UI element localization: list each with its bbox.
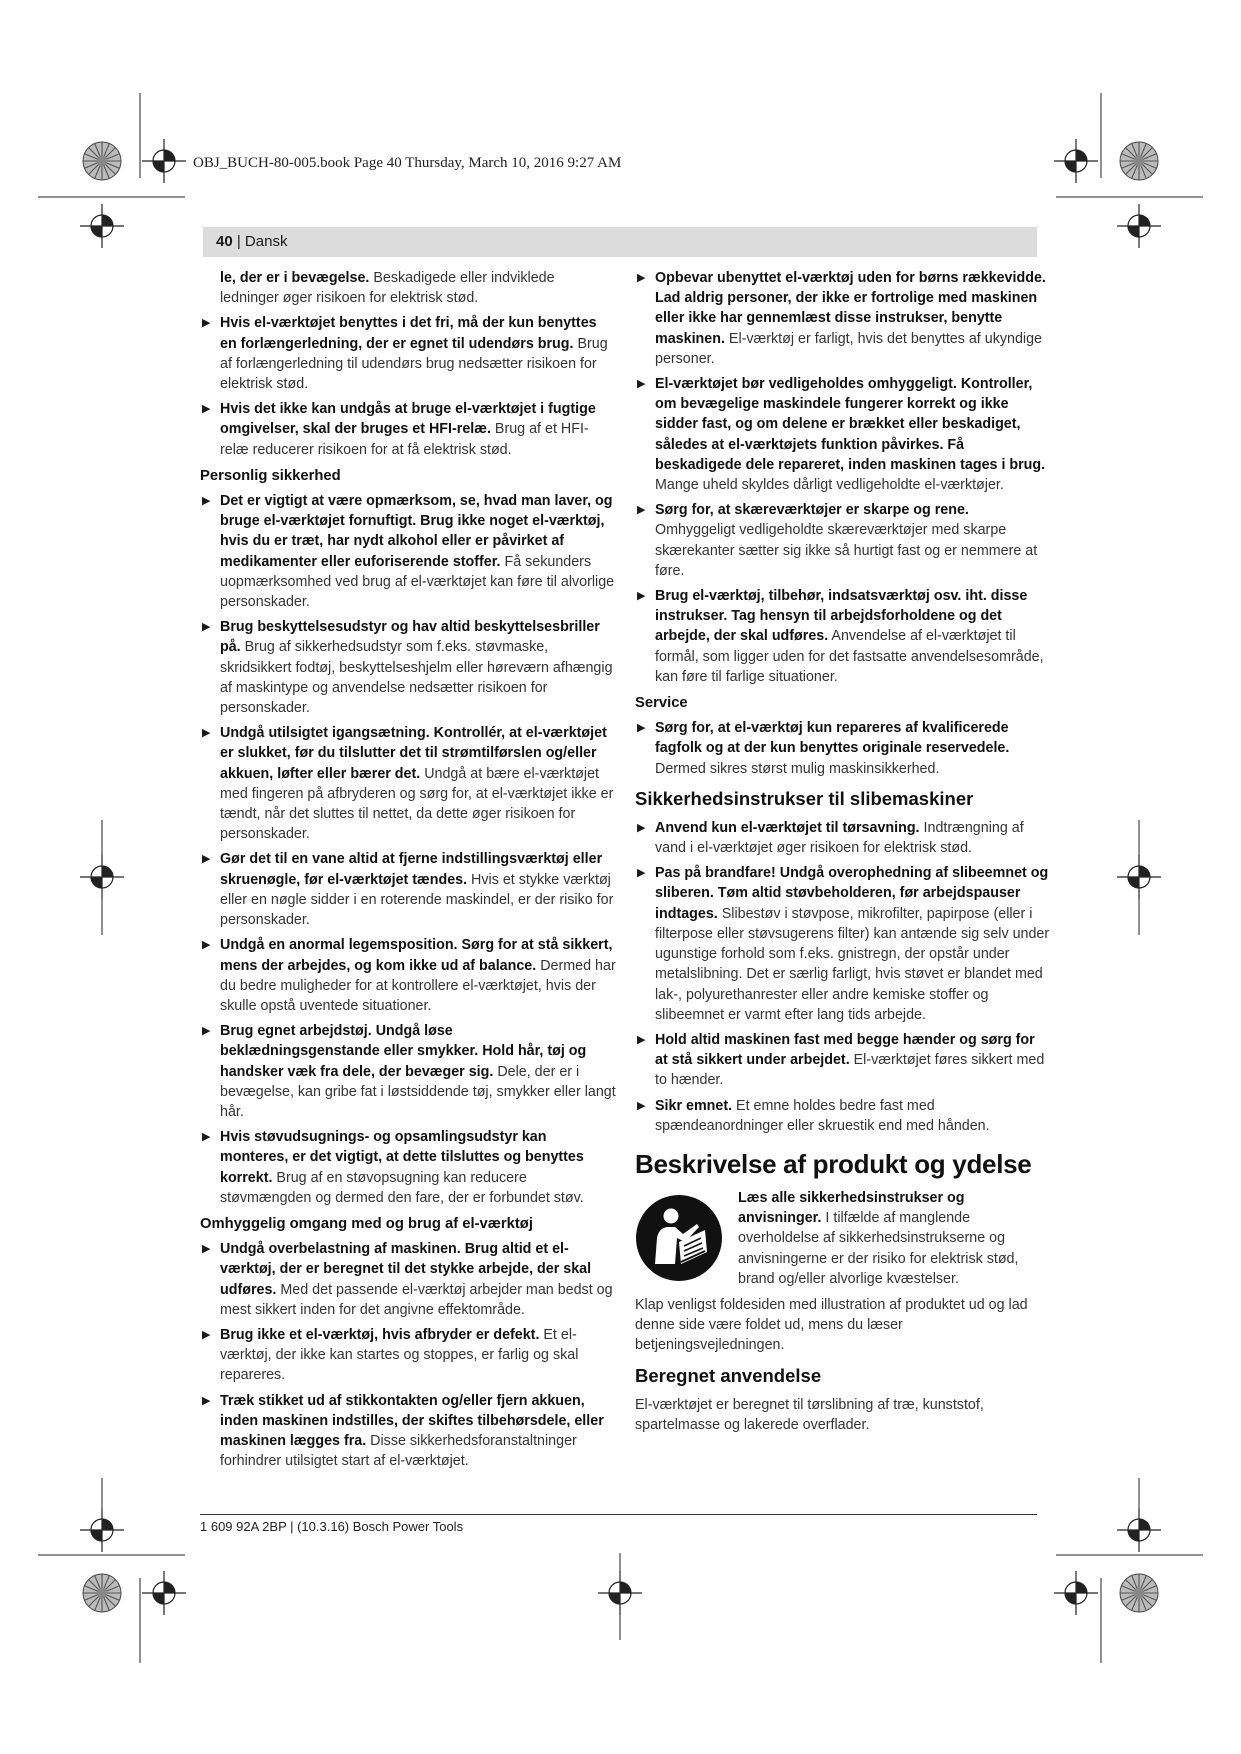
instruction-text: Dermed har du bedre muligheder for at kontrollere el-værktøjet, hvis der skulle opstå uventede situationer.	[220, 957, 616, 1014]
crosshair-mark	[1054, 1571, 1098, 1615]
triangle-bullet-icon: ▶	[637, 821, 646, 834]
safety-instruction-item	[200, 849, 616, 930]
safety-instruction-item	[200, 617, 616, 718]
triangle-bullet-icon: ▶	[202, 1131, 211, 1144]
crosshair-mark	[80, 855, 124, 899]
safety-instruction-item	[200, 313, 616, 394]
instruction-bold-text: Hvis støvudsugnings- og opsamlingsudstyr kan monteres, er det vigtigt, at dette tilsluttes og benyttes korrekt.	[220, 1129, 584, 1186]
instruction-bold-text: El-værktøjet bør vedligeholdes omhyggeligt. Kontroller, om bevægelige maskindele fungerer korrekt og ikke sidder fast, og om delene er brækket eller beskadiget, således at el-værktøjets funktion påvirkes. Få beskadigede dele repareret, inden maskinen tages i brug.	[655, 376, 1046, 473]
instruction-bold-text: Undgå utilsigtet igangsætning. Kontrollér, at el-værktøjet er slukket, før du tilslutter det til strømtilførslen og/eller akkuen, løfter eller bærer det.	[220, 725, 607, 782]
instruction-bold-text: Træk stikket ud af stikkontakten og/eller fjern akkuen, inden maskinen indstilles, der skiftes tilbehørsdele, eller maskinen lægges fra.	[220, 1392, 604, 1449]
instruction-text: Dele, der er i bevægelse, kan gribe fat i løstsiddende tøj, smykker eller langt hår.	[220, 1063, 616, 1120]
crosshair-mark	[1117, 1508, 1161, 1552]
triangle-bullet-icon: ▶	[202, 1243, 211, 1256]
triangle-bullet-icon: ▶	[202, 621, 211, 634]
instruction-bold-text: Undgå en anormal legemsposition. Sørg for at stå sikkert, mens der arbejdes, og kom ikke ud af balance.	[220, 937, 613, 974]
safety-instruction-item	[635, 586, 1051, 687]
instruction-bold-text: Brug ikke et el-værktøj, hvis afbryder er defekt.	[220, 1326, 540, 1343]
page-label-separator: |	[232, 233, 245, 250]
instruction-text: Beskadigede eller indviklede ledninger øger risikoen for elektrisk stød.	[220, 270, 555, 307]
instruction-bold-text: Gør det til en vane altid at fjerne indstillingsværktøj eller skruenøgle, før el-værktøjet tændes.	[220, 851, 603, 888]
safety-instruction-item	[200, 1325, 616, 1386]
read-manual-icon	[635, 1194, 723, 1282]
safety-instruction-item	[635, 1096, 1051, 1136]
page-header-band	[203, 227, 1037, 257]
safety-instruction-item	[635, 863, 1051, 1025]
instruction-bold-text: Pas på brandfare! Undgå overophedning af slibeemnet og sliberen. Tøm altid støvbeholderen, før arbejdspauser indtages.	[655, 865, 1049, 922]
instruction-text: Brug af en støvopsugning kan reducere støvmængden og dermed den fare, der er forbundet støv.	[220, 1169, 584, 1206]
color-wheel-mark	[1120, 1574, 1158, 1612]
crosshair-mark	[1117, 204, 1161, 248]
color-wheel-mark	[83, 1574, 121, 1612]
instruction-text: Undgå at bære el-værktøjet med fingeren på afbryderen og sørg for, at el-værktøjet ikke er tændt, når det sluttes til nettet, da dette øger risikoen for personskader.	[220, 765, 614, 843]
page-language: Dansk	[244, 233, 288, 250]
instruction-text: Brug af sikkerhedsudstyr som f.eks. støvmaske, skridsikkert fodtøj, beskyttelseshjelm eller høreværn afhængig af maskintype og anvendelse nedsætter risikoen for personskader.	[220, 639, 613, 717]
instruction-bold-text: Brug el-værktøj, tilbehør, indsatsværktøj osv. iht. disse instrukser. Tag hensyn til arbejdsforholdene og det arbejde, der skal udføres.	[655, 588, 1028, 645]
crosshair-mark	[142, 1571, 186, 1615]
triangle-bullet-icon: ▶	[637, 272, 646, 284]
paragraph: El-værktøjet er beregnet til tørslibning af træ, kunststof, spartelmasse og lakerede overflader.	[635, 1396, 984, 1433]
heading-personlig-sikkerhed: Personlig sikkerhed	[200, 467, 341, 484]
instruction-text: Mange uheld skyldes dårligt vedligeholdte el-værktøjer.	[655, 477, 1004, 494]
instruction-bold-text: Sørg for, at skæreværktøjer er skarpe og rene.	[655, 502, 969, 519]
instruction-text: Et el-værktøj, der ikke kan startes og stoppes, er farlig og skal repareres.	[220, 1326, 579, 1384]
triangle-bullet-icon: ▶	[637, 867, 646, 880]
instruction-text: Indtrængning af vand i el-værktøjet øger risikoen for elektrisk stød.	[655, 819, 1024, 857]
right-column	[635, 268, 1051, 1441]
triangle-bullet-icon: ▶	[202, 853, 211, 866]
left-column	[200, 268, 616, 1476]
instruction-bold-text: Hvis det ikke kan undgås at bruge el-værktøjet i fugtige omgivelser, skal der bruges et HFI-relæ.	[220, 401, 596, 438]
triangle-bullet-icon: ▶	[202, 1025, 211, 1038]
safety-instruction-item	[200, 1391, 616, 1472]
triangle-bullet-icon: ▶	[637, 590, 646, 603]
instruction-bold-text: Det er vigtigt at være opmærksom, se, hvad man laver, og bruge el-værktøjet fornuftigt. Brug ikke noget el-værktøj, hvis du er træt, har nydt alkohol eller er påvirket af medikamenter eller euforiserende stoffer.	[220, 493, 613, 570]
warning-bold-text: Læs alle sikkerhedsinstrukser og anvisninger.	[738, 1189, 965, 1227]
instruction-bold-text: Opbevar ubenyttet el-værktøj uden for børns rækkevidde. Lad aldrig personer, der ikke er fortrolige med maskinen eller ikke har gennemlæst disse instrukser, benytte maskinen.	[655, 270, 1046, 347]
triangle-bullet-icon: ▶	[202, 317, 211, 330]
triangle-bullet-icon: ▶	[637, 722, 646, 735]
instruction-text: Et emne holdes bedre fast med spændeanordninger eller skruestik end med hånden.	[655, 1097, 990, 1134]
instruction-bold-text: Sikr emnet.	[655, 1097, 733, 1114]
heading-service: Service	[635, 695, 688, 712]
triangle-bullet-icon: ▶	[202, 1328, 211, 1341]
triangle-bullet-icon: ▶	[202, 1394, 211, 1407]
instruction-text: Brug af forlængerledning til udendørs brug nedsætter risikoen for elektrisk stød.	[220, 335, 608, 393]
color-wheel-mark	[1120, 142, 1158, 180]
instruction-bold-text: Sørg for, at el-værktøj kun repareres af kvalificerede fagfolk og at der kun benyttes originale reservedele.	[655, 720, 1010, 757]
triangle-bullet-icon: ▶	[637, 378, 646, 391]
triangle-bullet-icon: ▶	[202, 403, 211, 416]
safety-instruction-item	[635, 818, 1051, 858]
instruction-text: El-værktøj er farligt, hvis det benyttes af ukyndige personer.	[655, 330, 1042, 367]
instruction-bold-text: Brug beskyttelsesudstyr og hav altid beskyttelsesbriller på.	[220, 619, 600, 656]
paragraph: Klap venligst foldesiden med illustration af produktet ud og lad denne side være foldet ud, mens du læser betjeningsvejledningen.	[635, 1296, 1028, 1354]
crosshair-mark	[142, 139, 186, 183]
safety-instruction-item	[200, 1021, 616, 1122]
heading-beregnet-anvendelse: Beregnet anvendelse	[635, 1364, 822, 1386]
instruction-bold-text: Hold altid maskinen fast med begge hænder og sørg for at stå sikkert under arbejdet.	[655, 1031, 1035, 1069]
triangle-bullet-icon: ▶	[202, 495, 211, 508]
page-number: 40	[216, 233, 233, 250]
instruction-text: El-værktøjet føres sikkert med to hænder.	[655, 1052, 1045, 1089]
crosshair-mark	[1054, 139, 1098, 183]
safety-instruction-item	[200, 399, 616, 460]
triangle-bullet-icon: ▶	[202, 939, 211, 952]
instruction-bold-text: le, der er i bevægelse.	[220, 270, 370, 286]
instruction-text: Dermed sikres størst mulig maskinsikkerhed.	[655, 760, 940, 777]
instruction-text: Slibestøv i støvpose, mikrofilter, papirpose (eller i filterpose eller støvsugerens filter) kan antænde sig selv under ugunstige forhold som f.eks. gnistregn, der opstår under metalslibning. Det er særlig farligt, hvis støvet er blandet med lak-, polyurethanrester eller andre kemiske stoffer og slibeemnet er varmt efter lang tids arbejde.	[655, 905, 1050, 1023]
instruction-text: Anvendelse af el-værktøjet til formål, som ligger uden for det fastsatte anvendelsesområde, kan føre til farlige situationer.	[655, 628, 1044, 685]
safety-instruction-item	[635, 374, 1051, 495]
safety-instruction-item	[635, 500, 1051, 581]
safety-instruction-item	[200, 1239, 616, 1320]
instruction-text: Disse sikkerhedsforanstaltninger forhindrer utilsigtet start af el-værktøjet.	[220, 1432, 577, 1470]
safety-instruction-item	[200, 1127, 616, 1208]
safety-instruction-item	[635, 718, 1051, 779]
page-footer: 1 609 92A 2BP | (10.3.16) Bosch Power Tools	[200, 1519, 464, 1534]
heading-omhyggelig-omgang-med-og-brug-af-el-værk: Omhyggelig omgang med og brug af el-værktøj	[200, 1215, 533, 1232]
instruction-bold-text: Brug egnet arbejdstøj. Undgå løse beklædningsgenstande eller smykker. Hold hår, tøj og handsker væk fra dele, der bevæger sig.	[220, 1023, 587, 1080]
safety-instruction-item	[200, 491, 616, 612]
read-instructions-warning	[635, 1188, 1051, 1289]
print-header: OBJ_BUCH-80-005.book Page 40 Thursday, March 10, 2016 9:27 AM	[193, 155, 622, 171]
footer-rule	[200, 1514, 1037, 1515]
instruction-text: Få sekunders uopmærksomhed ved brug af el-værktøjet kan føre til alvorlige personskader.	[220, 553, 615, 611]
heading-beskrivelse-af-produkt-og-ydelse: Beskrivelse af produkt og ydelse	[635, 1148, 1032, 1179]
warning-text: I tilfælde af manglende overholdelse af sikkerhedsinstrukserne og anvisningerne er der risiko for elektrisk stød, brand og/eller alvorlige kvæstelser.	[738, 1210, 1019, 1287]
triangle-bullet-icon: ▶	[637, 1099, 646, 1112]
safety-instruction-item	[635, 268, 1051, 369]
crosshair-mark	[80, 1508, 124, 1552]
instruction-text: Omhyggeligt vedligeholdte skæreværktøjer med skarpe skærekanter sætter sig ikke så hurtigt fast og er nemmere at føre.	[655, 522, 1038, 579]
safety-instruction-item	[200, 723, 616, 844]
safety-instruction-item	[635, 1030, 1051, 1091]
safety-instruction-item	[200, 268, 616, 308]
instruction-text: Hvis et stykke værktøj eller en nøgle sidder i en roterende maskindel, er der risiko for personskader.	[220, 871, 614, 929]
instruction-bold-text: Hvis el-værktøjet benyttes i det fri, må der kun benyttes en forlængerledning, der er egnet til udendørs brug.	[220, 315, 597, 352]
crosshair-mark	[80, 204, 124, 248]
instruction-bold-text: Undgå overbelastning af maskinen. Brug altid et el-værktøj, der er beregnet til det stykke arbejde, der skal udføres.	[220, 1241, 592, 1298]
page-label	[216, 233, 287, 250]
triangle-bullet-icon: ▶	[637, 504, 646, 517]
instruction-text: Med det passende el-værktøj arbejder man bedst og mest sikkert inden for det angivne effektområde.	[220, 1281, 613, 1318]
crosshair-mark	[1117, 855, 1161, 899]
triangle-bullet-icon: ▶	[637, 1033, 646, 1046]
instruction-bold-text: Anvend kun el-værktøjet til tørsavning.	[655, 819, 920, 836]
crosshair-mark	[598, 1571, 642, 1615]
color-wheel-mark	[83, 142, 121, 180]
triangle-bullet-icon: ▶	[202, 727, 211, 740]
heading-sikkerhedsinstrukser-til-slibemaskiner: Sikkerhedsinstrukser til slibemaskiner	[635, 787, 974, 809]
instruction-text: Brug af et HFI-relæ reducerer risikoen for at få elektrisk stød.	[220, 421, 589, 458]
safety-instruction-item	[200, 935, 616, 1016]
